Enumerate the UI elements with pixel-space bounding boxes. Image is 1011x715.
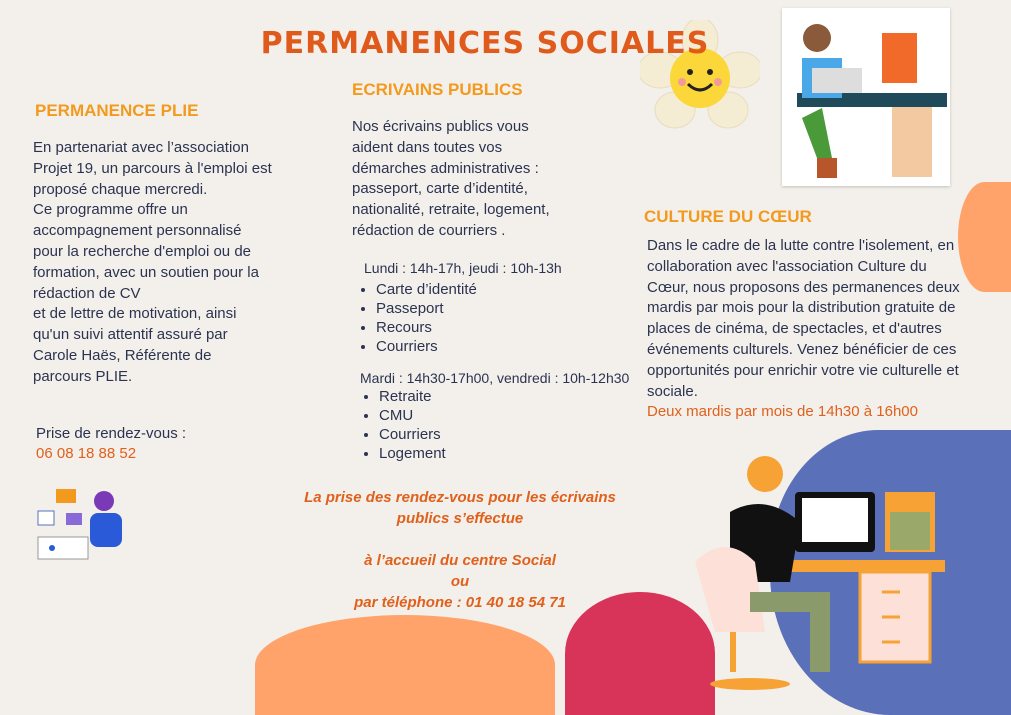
text-line: Nos écrivains publics vous: [352, 118, 529, 135]
text-line: Projet 19, un parcours à l'emploi est: [33, 159, 272, 177]
decorative-blob-peach-bottom: [255, 615, 555, 715]
text-line: qu'un suivi attentif assuré par: [33, 326, 228, 344]
plie-heading: PERMANENCE PLIE: [35, 101, 199, 120]
schedule-mardi-vendredi: Mardi : 14h30-17h00, vendredi : 10h-12h30: [360, 370, 630, 386]
list-item: • Passeport: [376, 299, 477, 318]
note-line: La prise des rendez-vous pour les écrivains: [304, 489, 616, 506]
list-item: • Retraite: [379, 387, 446, 406]
text-line: formation, avec un soutien pour la: [33, 263, 259, 281]
list-item: • Logement: [379, 444, 446, 463]
plie-description: [33, 138, 323, 388]
culture-heading: CULTURE DU CŒUR: [644, 207, 812, 226]
services-list-1: [352, 280, 477, 356]
text-line: pour la recherche d'emploi ou de: [33, 242, 251, 260]
text-line: En partenariat avec l’association: [33, 139, 249, 156]
office-worker-illustration: [690, 452, 950, 692]
note-line: ou: [450, 573, 470, 590]
note-line: publics s’effectue: [396, 510, 524, 527]
text-line: sociale.: [647, 382, 698, 400]
plie-rdv-label: Prise de rendez-vous :: [36, 425, 187, 442]
text-line: et de lettre de motivation, ainsi: [33, 305, 237, 323]
services-list-2: [355, 387, 446, 463]
plie-phone-link[interactable]: 06 08 18 88 52: [36, 445, 137, 462]
text-line: rédaction de courriers .: [352, 221, 506, 239]
text-line: passeport, carte d’identité,: [352, 180, 528, 198]
text-line: démarches administratives :: [352, 159, 539, 177]
text-line: Carole Haës, Référente de: [33, 346, 212, 364]
text-line: rédaction de CV: [33, 284, 141, 302]
culture-schedule: Deux mardis par mois de 14h30 à 16h00: [647, 403, 918, 421]
text-line: accompagnement personnalisé: [33, 222, 242, 240]
woman-laptop-illustration: [32, 485, 132, 563]
text-line: aident dans toutes vos: [352, 138, 503, 156]
ecrivains-heading: ECRIVAINS PUBLICS: [352, 80, 523, 99]
list-item: • CMU: [379, 406, 446, 425]
text-line: Ce programme offre un: [33, 201, 188, 219]
text-line: Cœur, nous proposons des permanences deux: [647, 278, 960, 296]
text-line: parcours PLIE.: [33, 367, 133, 385]
text-line: opportunités pour enrichir votre vie culturelle et: [647, 361, 959, 379]
list-item: • Carte d’identité: [376, 280, 477, 299]
text-line: événements culturels. Venez bénéficier de ces: [647, 340, 957, 358]
text-line: proposé chaque mercredi.: [33, 180, 208, 198]
text-line: Dans le cadre de la lutte contre l'isolement, en: [647, 237, 955, 254]
list-item: • Courriers: [376, 337, 477, 356]
ecrivains-description: [352, 117, 612, 242]
note-line: à l’accueil du centre Social: [364, 552, 556, 569]
text-line: nationalité, retraite, logement,: [352, 201, 550, 219]
note-phone[interactable]: par téléphone : 01 40 18 54 71: [354, 594, 566, 611]
text-line: collaboration avec l'association Culture du: [647, 257, 927, 275]
list-item: • Courriers: [379, 425, 446, 444]
culture-description: [647, 236, 1007, 423]
text-line: places de cinéma, de spectacles, et d'autres: [647, 320, 942, 338]
page-title: PERMANENCES SOCIALES: [260, 26, 710, 61]
list-item: • Recours: [376, 318, 477, 337]
appointment-note: [280, 487, 640, 613]
text-line: mardis par mois pour la distribution gratuite de: [647, 299, 956, 317]
schedule-lundi-jeudi: Lundi : 14h-17h, jeudi : 10h-13h: [364, 260, 562, 276]
